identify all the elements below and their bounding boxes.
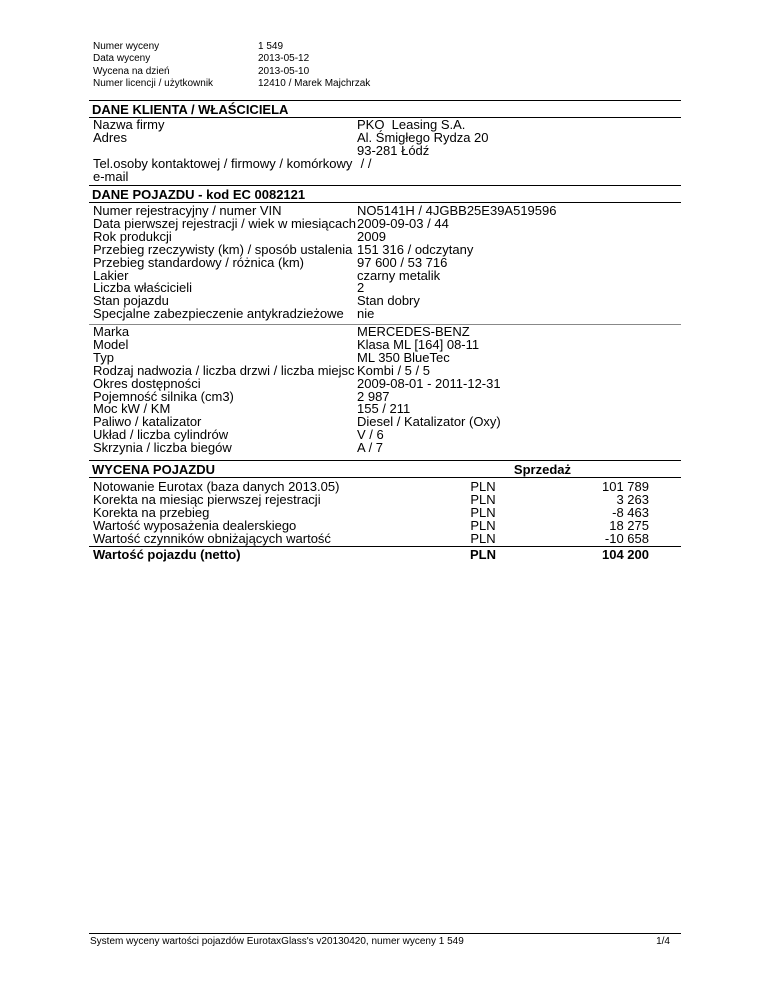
field-value: nie xyxy=(357,306,375,322)
field-label: Przebieg rzeczywisty (km) / sposób ustalenia xyxy=(93,241,353,257)
field-label: Rok produkcji xyxy=(93,228,172,244)
field-label: Moc kW / KM xyxy=(93,401,171,417)
currency: PLN xyxy=(470,479,496,494)
client-block xyxy=(93,119,681,184)
page-number: 1/4 xyxy=(656,936,670,947)
meta-row xyxy=(93,53,370,65)
field-value: 155 / 211 xyxy=(357,401,411,417)
vehicle-section-title: DANE POJAZDU - kod EC 0082121 xyxy=(92,187,306,202)
meta-value: 1 549 xyxy=(258,41,284,52)
field-value: Kombi / 5 / 5 xyxy=(357,362,430,378)
amount: 101 789 xyxy=(602,479,649,494)
valuation-table xyxy=(93,480,681,545)
divider xyxy=(89,477,681,478)
vehicle-block-2 xyxy=(93,326,681,455)
field-value: / / xyxy=(357,155,372,171)
field-value: 2009-08-01 - 2011-12-31 xyxy=(357,375,501,391)
total-row xyxy=(93,548,681,561)
amount: 18 275 xyxy=(609,518,649,533)
field-label: Stan pojazdu xyxy=(93,293,169,309)
field-label: Model xyxy=(93,336,129,352)
vehicle-block-1 xyxy=(93,205,681,321)
client-phone-row xyxy=(93,155,681,171)
field-label: Okres dostępności xyxy=(93,375,201,391)
valuation-total xyxy=(93,548,681,561)
valuation-label: Wartość wyposażenia dealerskiego xyxy=(93,518,297,533)
sales-column-header: Sprzedaż xyxy=(513,462,571,477)
meta-label: Wycena na dzień xyxy=(93,65,170,77)
field-label: Typ xyxy=(93,349,114,365)
currency: PLN xyxy=(470,518,496,533)
meta-value: 12410 / Marek Majchrzak xyxy=(258,77,371,89)
field-value: 2 987 xyxy=(357,388,390,404)
field-value: 2009 xyxy=(357,228,386,244)
vehicle-row xyxy=(93,442,681,455)
field-label: Rodzaj nadwozia / liczba drzwi / liczba miejsc xyxy=(93,362,355,378)
meta-label: Data wyceny xyxy=(93,53,151,65)
field-value: 151 316 / odczytany xyxy=(357,241,474,257)
field-value: MERCEDES-BENZ xyxy=(357,324,470,339)
field-label: Lakier xyxy=(93,267,129,283)
currency: PLN xyxy=(470,505,496,520)
field-label: Specjalne zabezpieczenie antykradzieżowe xyxy=(93,306,344,322)
amount: -8 463 xyxy=(612,505,649,520)
field-label: Adres xyxy=(93,129,127,145)
field-label: Układ / liczba cylindrów xyxy=(93,427,229,443)
currency: PLN xyxy=(470,492,496,507)
valuation-label: Notowanie Eurotax (baza danych 2013.05) xyxy=(93,479,340,494)
field-value: V / 6 xyxy=(357,427,384,443)
field-value: A / 7 xyxy=(357,440,384,456)
field-label: Skrzynia / liczba biegów xyxy=(93,440,232,456)
field-label: Pojemność silnika (cm3) xyxy=(93,388,234,404)
client-email-row xyxy=(93,168,681,184)
valuation-meta xyxy=(93,41,370,90)
amount: 3 263 xyxy=(616,492,649,507)
footer-divider xyxy=(89,933,681,934)
field-value: ML 350 BlueTec xyxy=(357,349,450,365)
field-label: Numer rejestracyjny / numer VIN xyxy=(93,203,282,218)
meta-row xyxy=(93,66,370,78)
meta-row xyxy=(93,78,370,90)
field-value: Diesel / Katalizator (Oxy) xyxy=(357,414,501,430)
meta-value: 2013-05-10 xyxy=(258,65,310,77)
valuation-label: Wartość czynników obniżających wartość xyxy=(93,531,331,546)
field-label: Przebieg standardowy / różnica (km) xyxy=(93,254,304,270)
valuation-section-title: WYCENA POJAZDU xyxy=(92,462,216,477)
total-label: Wartość pojazdu (netto) xyxy=(93,547,241,562)
field-value: 93-281 Łódź xyxy=(357,142,430,158)
amount: -10 658 xyxy=(604,531,649,546)
field-value: PKO Leasing S.A. xyxy=(357,117,466,132)
valuation-label: Korekta na miesiąc pierwszej rejestracji xyxy=(93,492,321,507)
field-value: 97 600 / 53 716 xyxy=(357,254,448,270)
divider xyxy=(89,460,681,461)
page-footer xyxy=(90,936,670,947)
meta-value: 2013-05-12 xyxy=(258,53,310,65)
currency: PLN xyxy=(470,547,496,562)
meta-label: Numer wyceny xyxy=(93,41,160,52)
vehicle-row xyxy=(93,308,681,321)
field-label: Marka xyxy=(93,324,130,339)
footer-text: System wyceny wartości pojazdów EurotaxGlass's v20130420, numer wyceny 1 549 xyxy=(90,936,464,947)
currency: PLN xyxy=(470,531,496,546)
divider xyxy=(89,100,681,101)
meta-row xyxy=(93,41,370,53)
field-value: czarny metalik xyxy=(357,267,441,283)
field-value: 2 xyxy=(357,280,365,296)
valuation-row xyxy=(93,532,681,545)
field-label: Data pierwszej rejestracji / wiek w miesiącach xyxy=(93,215,356,231)
client-section-title: DANE KLIENTA / WŁAŚCICIELA xyxy=(92,102,289,117)
divider xyxy=(89,185,681,186)
field-label: Liczba właścicieli xyxy=(93,280,192,296)
field-value: Al. Śmigłego Rydza 20 xyxy=(357,129,489,145)
field-label: Nazwa firmy xyxy=(93,117,165,132)
total-amount: 104 200 xyxy=(602,547,649,562)
vehicle-row xyxy=(93,215,681,231)
field-label: Paliwo / katalizator xyxy=(93,414,202,430)
field-value: Stan dobry xyxy=(357,293,420,309)
meta-label: Numer licencji / użytkownik xyxy=(93,77,214,89)
valuation-label: Korekta na przebieg xyxy=(93,505,210,520)
field-value: Klasa ML [164] 08-11 xyxy=(357,336,480,352)
field-label: Tel.osoby kontaktowej / firmowy / komórkowy xyxy=(93,155,353,171)
field-value: NO5141H / 4JGBB25E39A519596 xyxy=(357,203,557,218)
field-value: 2009-09-03 / 44 xyxy=(357,215,449,231)
field-label: e-mail xyxy=(93,168,129,184)
